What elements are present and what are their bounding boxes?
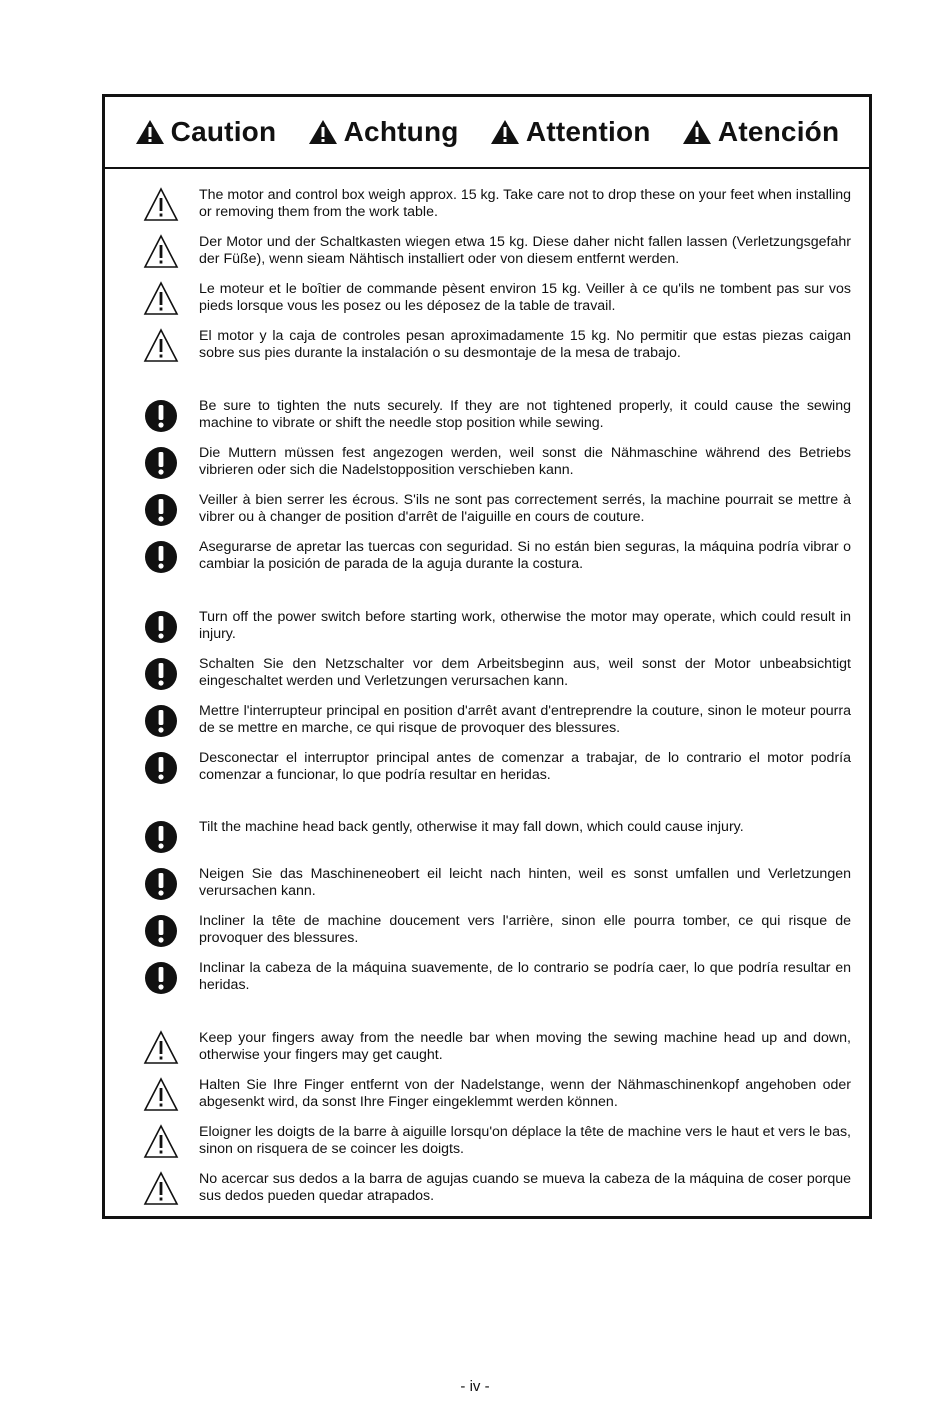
caution-text: Eloigner les doigts de la barre à aiguille lorsqu'on déplace la tête de machine vers le haut et vers le bas, sinon on risquera de se coincer les doigts.: [199, 1124, 851, 1157]
caution-frame: [102, 94, 872, 1219]
header-title-achtung: Achtung: [343, 116, 459, 147]
header-attention: [490, 116, 651, 148]
mandatory-exclamation-icon: [143, 539, 179, 575]
warning-triangle-icon: [143, 1171, 179, 1207]
caution-text: Die Muttern müssen fest angezogen werden, weil sonst die Nähmaschine während des Betriebs vibrieren oder sich die Nadelstopposition verschieben kann.: [199, 445, 851, 478]
warning-triangle-icon: [143, 1077, 179, 1113]
caution-text: Turn off the power switch before starting work, otherwise the motor may operate, which could result in injury.: [199, 609, 851, 642]
caution-text: Asegurarse de apretar las tuercas con seguridad. Si no están bien seguras, la máquina podría vibrar o cambiar la posición de parada de la aguja durante la costura.: [199, 539, 851, 572]
caution-text: Keep your fingers away from the needle bar when moving the sewing machine head up and down, otherwise your fingers may get caught.: [199, 1030, 851, 1063]
mandatory-exclamation-icon: [143, 960, 179, 996]
caution-text: Desconectar el interruptor principal antes de comenzar a trabajar, de lo contrario el motor podría comenzar a funcionar, lo que podría resultar en heridas.: [199, 750, 851, 783]
caution-text: The motor and control box weigh approx. 15 kg. Take care not to drop these on your feet when installing or removing them from the work table.: [199, 187, 851, 220]
caution-text: Mettre l'interrupteur principal en position d'arrêt avant d'entreprendre la couture, sinon le moteur pourra de se mettre en marche, ce qui risque de provoquer des blessures.: [199, 703, 851, 736]
page-number: - iv -: [460, 1378, 490, 1395]
caution-text: El motor y la caja de controles pesan aproximadamente 15 kg. No permitir que estas piezas caigan sobre sus pies durante la instalación o su desmontaje de la mesa de trabajo.: [199, 328, 851, 361]
header-achtung: [308, 116, 459, 148]
mandatory-exclamation-icon: [143, 398, 179, 434]
mandatory-exclamation-icon: [143, 656, 179, 692]
caution-header: [105, 97, 869, 169]
warning-triangle-icon: [308, 119, 338, 145]
caution-text: Inclinar la cabeza de la máquina suavemente, de lo contrario se podría caer, lo que podría resultar en heridas.: [199, 960, 851, 993]
header-caution: [135, 116, 277, 148]
caution-text: Halten Sie Ihre Finger entfernt von der Nadelstange, wenn der Nähmaschinenkopf angehoben oder abgesenkt wird, da sonst Ihre Finger eingeklemmt werden können.: [199, 1077, 851, 1110]
caution-text: Tilt the machine head back gently, otherwise it may fall down, which could cause injury.: [199, 819, 744, 835]
warning-triangle-icon: [682, 119, 712, 145]
warning-triangle-icon: [143, 187, 179, 223]
header-title-caution: Caution: [170, 116, 277, 147]
caution-text: Be sure to tighten the nuts securely. If they are not tightened properly, it could cause the sewing machine to vibrate or shift the needle stop position while sewing.: [199, 398, 851, 431]
caution-text: No acercar sus dedos a la barra de agujas cuando se mueva la cabeza de la máquina de coser porque sus dedos pueden quedar atrapados.: [199, 1171, 851, 1204]
mandatory-exclamation-icon: [143, 445, 179, 481]
header-atencion: [682, 116, 839, 148]
mandatory-exclamation-icon: [143, 819, 179, 855]
caution-text: Incliner la tête de machine doucement vers l'arrière, sinon elle pourra tomber, ce qui risque de provoquer des blessures.: [199, 913, 851, 946]
caution-text: Le moteur et le boîtier de commande pèsent environ 15 kg. Veiller à ce qu'ils ne tombent pas sur vos pieds lorsque vous les posez ou les déposez de la table de travail.: [199, 281, 851, 314]
warning-triangle-icon: [143, 234, 179, 270]
caution-text: Veiller à bien serrer les écrous. S'ils ne sont pas correctement serrés, la machine pourrait se mettre à vibrer ou à changer de position d'arrêt de l'aiguille en cours de couture.: [199, 492, 851, 525]
caution-text: Schalten Sie den Netzschalter vor dem Arbeitsbeginn aus, weil sonst der Motor unbeabsichtigt eingeschaltet werden und Verletzungen verursachen kann.: [199, 656, 851, 689]
warning-triangle-icon: [143, 281, 179, 317]
warning-triangle-icon: [490, 119, 520, 145]
mandatory-exclamation-icon: [143, 866, 179, 902]
header-title-atencion: Atención: [717, 116, 840, 147]
warning-triangle-icon: [143, 328, 179, 364]
warning-triangle-icon: [135, 119, 165, 145]
caution-text: Neigen Sie das Maschineneobert eil leicht nach hinten, weil es sonst umfallen und Verletzungen verursachen kann.: [199, 866, 851, 899]
mandatory-exclamation-icon: [143, 750, 179, 786]
mandatory-exclamation-icon: [143, 492, 179, 528]
caution-text: Der Motor und der Schaltkasten wiegen etwa 15 kg. Diese daher nicht fallen lassen (Verletzungsgefahr der Füße), wenn sieam Nähtisch installiert oder von diesem entfernt werden.: [199, 234, 851, 267]
mandatory-exclamation-icon: [143, 609, 179, 645]
mandatory-exclamation-icon: [143, 913, 179, 949]
warning-triangle-icon: [143, 1030, 179, 1066]
mandatory-exclamation-icon: [143, 703, 179, 739]
warning-triangle-icon: [143, 1124, 179, 1160]
header-title-attention: Attention: [525, 116, 651, 147]
